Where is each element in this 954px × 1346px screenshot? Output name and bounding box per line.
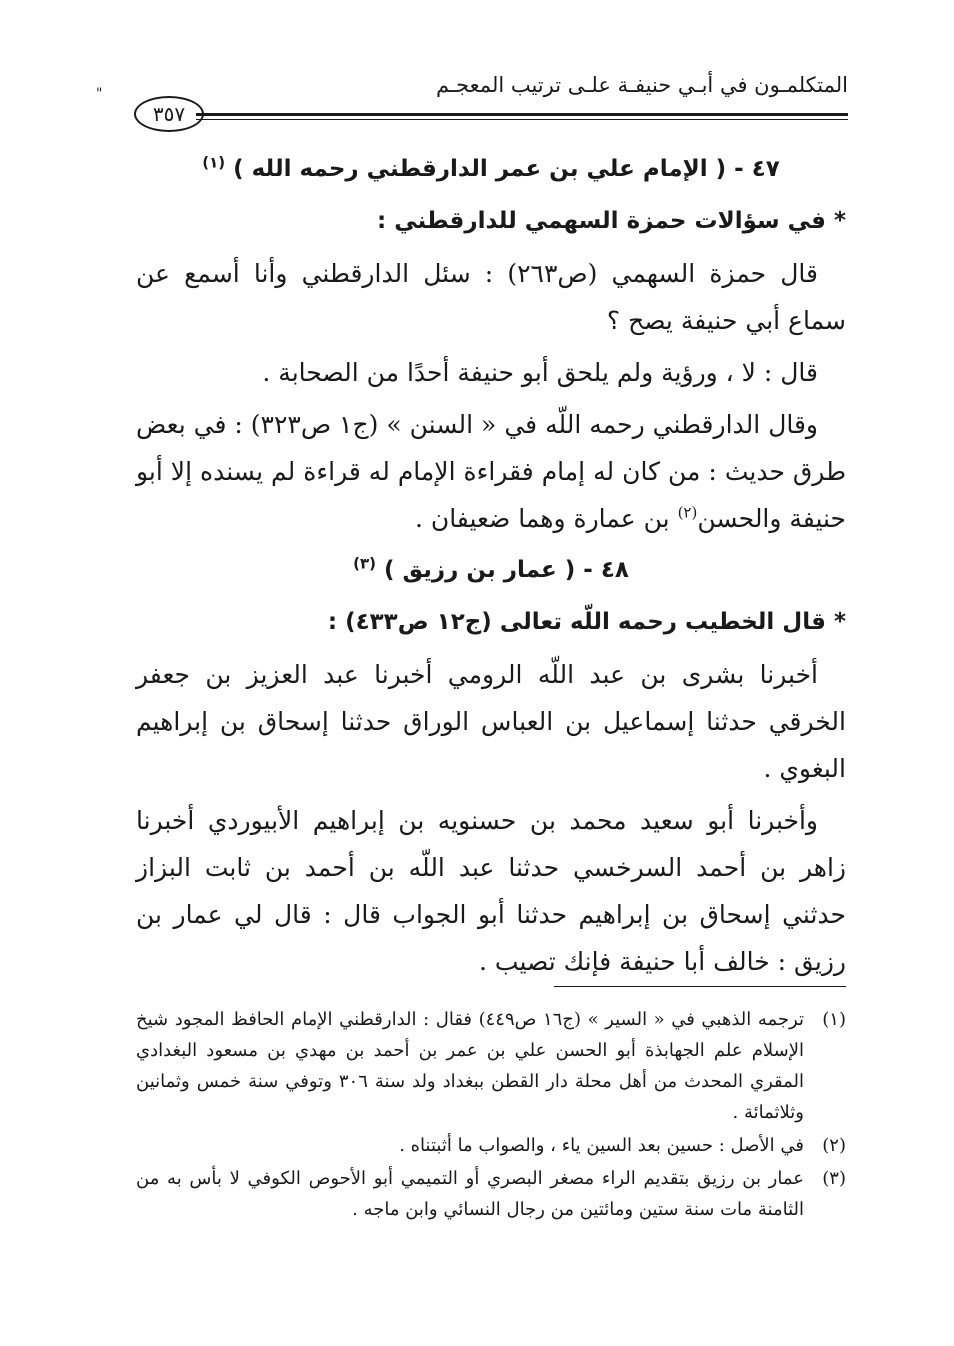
footnote-text: عمار بن رزيق بتقديم الراء مصغر البصري أو التميمي أبو الأحوص الكوفي لا بأس به من الثامنة مات سنة ستين ومائتين من رجال النسائي وابن ماجه . — [136, 1168, 804, 1220]
footnote — [136, 1163, 846, 1225]
footnote — [136, 1130, 846, 1161]
paragraph-text: وقال الدارقطني رحمه اللّه في « السنن » (ج١ ص٣٢٣) : في بعض طرق حديث : من كان له إمام فقراءة الإمام له قراءة لم يسنده إلا أبو حنيفة والحسن — [136, 410, 846, 533]
section-heading-text: ٤٧ - ( الإمام علي بن عمر الدارقطني رحمه الله ) — [233, 156, 780, 182]
header-rule-thin — [196, 119, 848, 120]
footnote-number: (١) — [822, 1009, 846, 1030]
header-rule-thick — [196, 113, 848, 116]
main-text — [136, 146, 846, 990]
section-heading-text: ٤٨ - ( عمار بن رزيق ) — [384, 557, 629, 583]
footnote-number: (٣) — [822, 1168, 846, 1189]
footnote-text: ترجمه الذهبي في « السير » (ج١٦ ص٤٤٩) فقال : الدارقطني الإمام الحافظ المجود شيخ الإسلام علم الجهابذة أبو الحسن علي بن عمر بن أحمد بن مهدي بن مسعود البغدادي المقري المحدث من أهل محلة دار القطن ببغداد ولد سنة ٣٠٦ وتوفي سنة خمس وثمانين وثلاثمائة . — [136, 1009, 804, 1123]
subheading: * قال الخطيب رحمه اللّه تعالى (ج١٢ ص٤٣٣) : — [327, 609, 846, 635]
section-heading-48 — [136, 547, 846, 594]
footnote-number: (٢) — [822, 1135, 846, 1156]
subheading: * في سؤالات حمزة السهمي للدارقطني : — [377, 208, 846, 234]
paragraph: قال : لا ، ورؤية ولم يلحق أبو حنيفة أحدًا من الصحابة . — [262, 358, 818, 387]
section-heading-47 — [136, 146, 846, 193]
paragraph: أخبرنا بشرى بن عبد اللّه الرومي أخبرنا عبد العزيز بن جعفر الخرقي حدثنا إسماعيل بن العباس الوراق حدثنا إسحاق بن إبراهيم البغوي . — [136, 660, 846, 783]
page-number: ٣٥٧ — [134, 96, 204, 132]
paragraph: قال حمزة السهمي (ص٢٦٣) : سئل الدارقطني وأنا أسمع عن سماع أبي حنيفة يصح ؟ — [136, 259, 846, 335]
paragraph: وأخبرنا أبو سعيد محمد بن حسنويه بن إبراهيم الأبيوردي أخبرنا زاهر بن أحمد السرخسي حدثنا عبد اللّه بن أحمد بن ثابت البزاز حدثني إسحاق بن إبراهيم حدثنا أبو الجواب قال : قال لي عمار بن رزيق : خالف أبا حنيفة فإنك تصيب . — [136, 806, 846, 976]
footnote-text: في الأصل : حسين بعد السين ياء ، والصواب ما أثبتناه . — [399, 1135, 804, 1156]
paragraph-text: بن عمارة وهما ضعيفان . — [414, 504, 678, 533]
running-title: المتكلمـون في أبـي حنيفـة علـى ترتيب المعجـم — [435, 73, 848, 97]
footnote-ref: (١) — [202, 153, 226, 172]
paragraph — [136, 401, 846, 542]
footnote-separator — [554, 986, 846, 987]
footnotes — [136, 1004, 846, 1227]
footnote-ref: (٣) — [353, 554, 376, 573]
footnote-ref: (٢) — [677, 503, 698, 522]
stray-mark: " — [96, 86, 103, 102]
footnote — [136, 1004, 846, 1128]
